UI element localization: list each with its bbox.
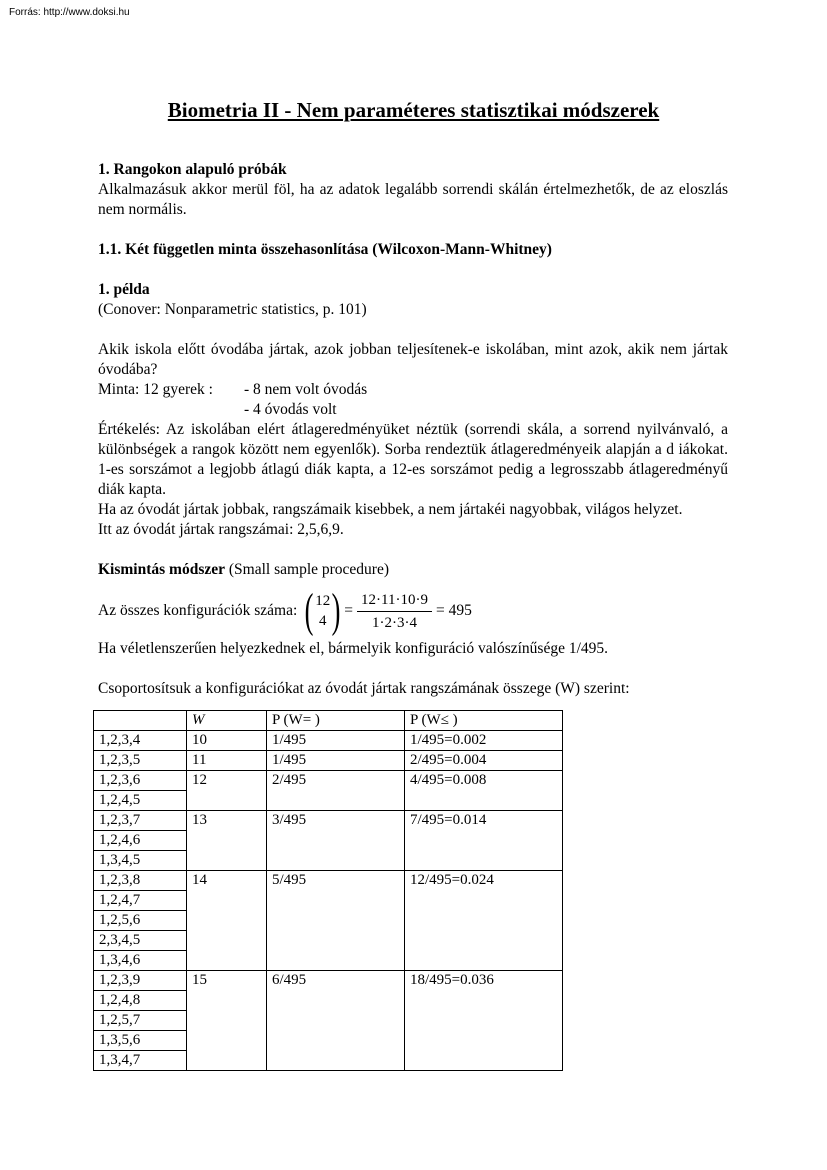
header-w: W [187,711,267,731]
config-cell: 1,3,4,6 [94,951,187,971]
table-row [94,751,563,771]
fraction-numerator: 12·11·10·9 [357,590,432,612]
cum-cell: 18/495=0.036 [405,971,563,1071]
example-question: Akik iskola előtt óvodába jártak, azok jobban teljesítenek-e iskolában, mint azok, akik nem jártak óvodába? [98,341,728,378]
right-paren: ) [331,584,341,637]
config-cell: 1,2,3,7 [94,811,187,831]
evaluation-text: Értékelés: Az iskolában elért átlageredményüket néztük (sorrendi skála, a sorrend nyilvánvaló, a különbségek a rangok között nem egyenlők). Sorba rendeztük átlageredményeik alapján a d iákokat. 1-es sorszámot a legjobb átlagú diák kapta, a 12-es sorszámot pedig a legrosszabb átlageredményű diák kapta. [98,421,728,498]
probability-text: Ha véletlenszerűen helyezkednek el, bármelyik konfiguráció valószínűsége 1/495. [98,640,609,657]
sample-label-spacer [98,400,244,420]
subsection-heading: 1.1. Két független minta összehasonlítása (Wilcoxon-Mann-Whitney) [98,241,552,258]
config-cell: 1,2,4,5 [94,791,187,811]
cum-cell: 2/495=0.004 [405,751,563,771]
w-cell: 13 [187,811,267,871]
section-heading: 1. Rangokon alapuló próbák [98,161,287,178]
cum-cell: 4/495=0.008 [405,771,563,811]
config-cell: 1,2,3,4 [94,731,187,751]
p-cell: 1/495 [267,751,405,771]
p-cell: 2/495 [267,771,405,811]
config-cell: 1,2,5,7 [94,1011,187,1031]
config-cell: 1,2,4,6 [94,831,187,851]
binomial-values [315,591,330,631]
p-cell: 5/495 [267,871,405,971]
fraction [357,590,432,633]
cum-cell: 12/495=0.024 [405,871,563,971]
config-cell: 1,2,3,6 [94,771,187,791]
w-cell: 15 [187,971,267,1071]
source-note: Forrás: http://www.doksi.hu [9,7,130,18]
table-row [94,811,563,831]
left-paren: ( [304,584,314,637]
table-header-row [94,711,563,731]
config-formula [98,583,728,639]
sample-description-2 [98,400,728,420]
section-text: Alkalmazásuk akkor merül föl, ha az adatok legalább sorrendi skálán értelmezhetők, de az eloszlás nem normális. [98,181,728,218]
cum-cell: 1/495=0.002 [405,731,563,751]
example-reference: (Conover: Nonparametric statistics, p. 101) [98,301,367,318]
small-sample-heading [98,560,728,580]
config-cell: 1,2,4,8 [94,991,187,1011]
sample-label: Minta: 12 gyerek : [98,381,213,398]
grouping-text: Csoportosítsuk a konfigurációkat az óvodát jártak rangszámának összege (W) szerint: [98,680,630,697]
header-p-le: P (W≤ ) [405,711,563,731]
config-cell: 1,2,5,6 [94,911,187,931]
config-cell: 1,2,3,8 [94,871,187,891]
table-row [94,731,563,751]
config-cell: 1,2,3,9 [94,971,187,991]
p-cell: 1/495 [267,731,405,751]
binom-top: 12 [315,593,331,609]
config-cell: 2,3,4,5 [94,931,187,951]
small-sample-suffix: (Small sample procedure) [225,561,389,578]
header-p-eq: P (W= ) [267,711,405,731]
sample-description [98,380,728,400]
fraction-denominator: 1·2·3·4 [371,614,417,631]
equals-sign: = [344,602,354,619]
binomial-coefficient [301,584,344,637]
sample-line-1: - 8 nem volt óvodás [244,381,368,398]
page-title: Biometria II - Nem paraméteres statisztikai módszerek [167,98,660,122]
sample-line-2: - 4 óvodás volt [244,401,337,418]
ranks-text: Itt az óvodát jártak rangszámai: 2,5,6,9. [98,521,344,538]
config-cell: 1,3,5,6 [94,1031,187,1051]
config-cell: 1,2,3,5 [94,751,187,771]
config-cell: 1,3,4,7 [94,1051,187,1071]
small-sample-title: Kismintás módszer [98,561,226,578]
w-cell: 11 [187,751,267,771]
w-cell: 12 [187,771,267,811]
w-cell: 14 [187,871,267,971]
table-row [94,771,563,791]
w-cell: 10 [187,731,267,751]
better-text: Ha az óvodát jártak jobbak, rangszámaik kisebbek, a nem jártakéi nagyobbak, világos helyzet. [98,501,683,518]
table-row [94,871,563,891]
config-label: Az összes konfigurációk száma: [98,602,298,619]
p-cell: 3/495 [267,811,405,871]
document-body [98,160,728,699]
header-config [94,711,187,731]
table-row [94,971,563,991]
w-distribution-table [93,710,563,1071]
binom-bottom: 4 [319,613,327,629]
result: = 495 [435,602,472,619]
config-cell: 1,3,4,5 [94,851,187,871]
p-cell: 6/495 [267,971,405,1071]
config-cell: 1,2,4,7 [94,891,187,911]
example-heading: 1. példa [98,281,150,298]
cum-cell: 7/495=0.014 [405,811,563,871]
